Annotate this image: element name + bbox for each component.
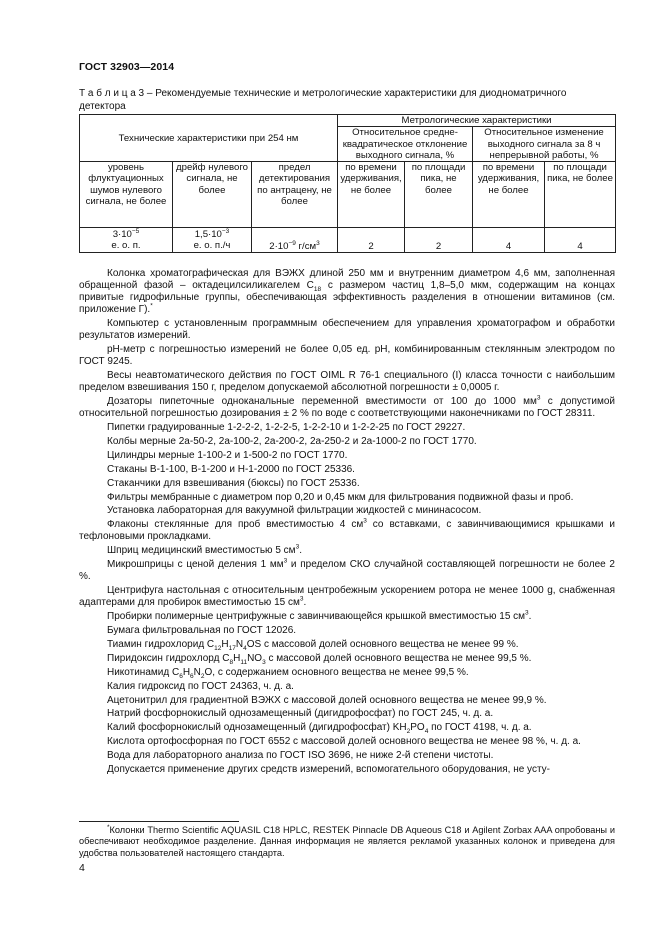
chg-time-header: по времени удерживания, не более [473,162,545,228]
paragraph-koh: Калия гидроксид по ГОСТ 24363, ч. д. а. [107,680,294,692]
rsd-time-header: по времени удерживания, не более [338,162,405,228]
drift-value: $1,5\cdot 10^{-3}$ е. о. п./ч [173,228,252,253]
paragraph-scales: Весы неавтоматического действия по ГОСТ OIML R 76-1 специального (I) класса точности с наибольшим пределом взвешивания 150 г, пределом допускаемой абсолютной погрешности ± 0,0005 г. [79,370,615,394]
drift-header: дрейф нулевого сигнала, не более [173,162,252,228]
paragraph-filters: Фильтры мембранные с диаметром пор 0,20 и 0,45 мкм для фильтрования подвижной фазы и проб. [107,491,574,503]
paragraph-potassium-phosphate: Калий фосфорнокислый однозамещенный (дигидрофосфат) $KH_2PO_4$ по ГОСТ 4198, ч. д. а. [107,722,532,736]
lod-value: $2\cdot 10^{-9}$ $г/см^3$ [252,228,338,253]
chg-area-value: 4 [545,228,616,253]
paragraph-syringe: Шприц медицинский вместимостью 5 $см^3$. [107,544,302,557]
paragraph-water: Вода для лабораторного анализа по ГОСТ ISO 3696, не ниже 2-й степени чистоты. [107,750,494,762]
metro-header: Метрологические характеристики [338,115,616,127]
paragraph-beakers: Стаканы В-1-100, В-1-200 и Н-1-2000 по ГОСТ 25336. [107,463,355,475]
paragraph-computer: Компьютер с установленным программным обеспечением для управления хроматографом и обработки результатов измерений. [79,318,615,342]
noise-header: уровень флуктуационных шумов нулевого сигнала, не более [80,162,173,228]
paragraph-paper: Бумага фильтровальная по ГОСТ 12026. [107,625,297,637]
chg-time-value: 4 [473,228,545,253]
rel-change-header: Относительное изменение выходного сигнала за 8 ч непрерывной работы, % [473,127,616,162]
rsd-area-header: по площади пика, не более [405,162,473,228]
paragraph-nicotinamide: Никотинамид $С_6Н_6N_2O$, с содержанием основного вещества не менее 99,5 %. [107,666,469,680]
paragraph-flasks: Колбы мерные 2а-50-2, 2а-100-2, 2а-200-2, 2а-250-2 и 2а-1000-2 по ГОСТ 1770. [107,436,477,447]
lod-header: предел детектирования по антрацену, не более [252,162,338,228]
paragraph-vials: Флаконы стеклянные для проб вместимостью 4 $см^3$ со вставками, с завинчивающимися крышками и тефлоновыми прокладками. [79,518,615,543]
characteristics-table [79,114,616,253]
paragraph-column: Колонка хроматографическая для ВЭЖХ длиной 250 мм и внутренним диаметром 4,6 мм, заполненная обращенной фазой – октадецилсиликагелем $С_{18}$ с размером частиц 1,8–5,0 мкм, содержащим на концах привитые гидрофильные группы, обеспечивающая эффективность разделения в отношении витаминов (см. приложение Г).* [79,268,615,316]
paragraph-microsyringes: Микрошприцы с ценой деления 1 $мм^3$ и пределом СКО случайной составляющей погрешности не более 2 %. [79,557,615,583]
body-text [79,268,615,778]
paragraph-tubes: Пробирки полимерные центрифужные с завинчивающейся крышкой вместимостью 15 $см^3$. [107,609,532,623]
footnote-divider [79,821,239,822]
paragraph-pyridoxine: Пиридоксин гидрохлорд $С_8Н_{11}NO_3$ с массовой долей основного вещества не менее 99,5 %. [107,652,532,666]
paragraph-dispensers: Дозаторы пипеточные одноканальные переменной вместимости от 100 до 1000 $мм^3$ с допустимой относительной погрешностью дозирования ± 2 % по воде с соответствующими наконечниками по ГОСТ 28311. [79,394,615,420]
paragraph-sodium-phosphate: Натрий фосфорнокислый однозамещенный (дигидрофосфат) по ГОСТ 245, ч. д. а. [107,708,494,720]
document-header: ГОСТ 32903—2014 [79,61,175,73]
rsd-header: Относительное средне-квадратическое отклонение выходного сигнала, % [338,127,473,162]
paragraph-alternatives: Допускается применение других средств измерений, вспомогательного оборудования, не усту- [107,763,550,775]
rsd-area-value: 2 [405,228,473,253]
rsd-time-value: 2 [338,228,405,253]
noise-value: $3\cdot 10^{-5}$ е. о. п. [80,228,173,253]
paragraph-ph-meter: рН-метр с погрешностью измерений не более 0,05 ед. рН, комбинированным стеклянным электродом по ГОСТ 9245. [79,344,615,368]
footnote: *Колонки Thermo Scientific AQUASIL C18 HPLC, RESTEK Pinnacle DB Aqueous C18 и Agilent Zorbax AAA опробованы и обеспечивают необходимое разделение. Данная информация не является рекламой указанных колонок и приведена для удобства пользователей настоящего стандарта. [79,823,615,858]
paragraph-acetonitrile: Ацетонитрил для градиентной ВЭЖХ с массовой долей основного вещества не менее 99,9 %. [107,694,547,706]
paragraph-pipettes: Пипетки градуированные 1-2-2-2, 1-2-2-5, 1-2-2-10 и 1-2-2-25 по ГОСТ 29227. [107,422,466,434]
paragraph-centrifuge: Центрифуга настольная с относительным центробежным ускорением ротора не менее 1000 g, снабженная адаптерами для пробирок вместимостью 15 $см^3$. [79,585,615,609]
paragraph-vacuum: Установка лабораторная для вакуумной фильтрации жидкостей с мининасосом. [107,505,482,517]
paragraph-cylinders: Цилиндры мерные 1-100-2 и 1-500-2 по ГОСТ 1770. [107,449,348,461]
page-number: 4 [79,862,85,874]
tech-header: Технические характеристики при 254 нм [80,115,338,162]
paragraph-phosphoric-acid: Кислота ортофосфорная по ГОСТ 6552 с массовой долей основного вещества не менее 98 %, ч. д. а. [107,736,581,748]
chg-area-header: по площади пика, не более [545,162,616,228]
paragraph-weighing: Стаканчики для взвешивания (бюксы) по ГОСТ 25336. [107,477,360,489]
table-caption: Т а б л и ц а 3 – Рекомендуемые технические и метрологические характеристики для диодноматричного детектора [79,88,567,112]
paragraph-thiamine: Тиамин гидрохлорид $С_{12}Н_{17}N_4OS$ с массовой долей основного вещества не менее 99 %. [107,638,519,652]
